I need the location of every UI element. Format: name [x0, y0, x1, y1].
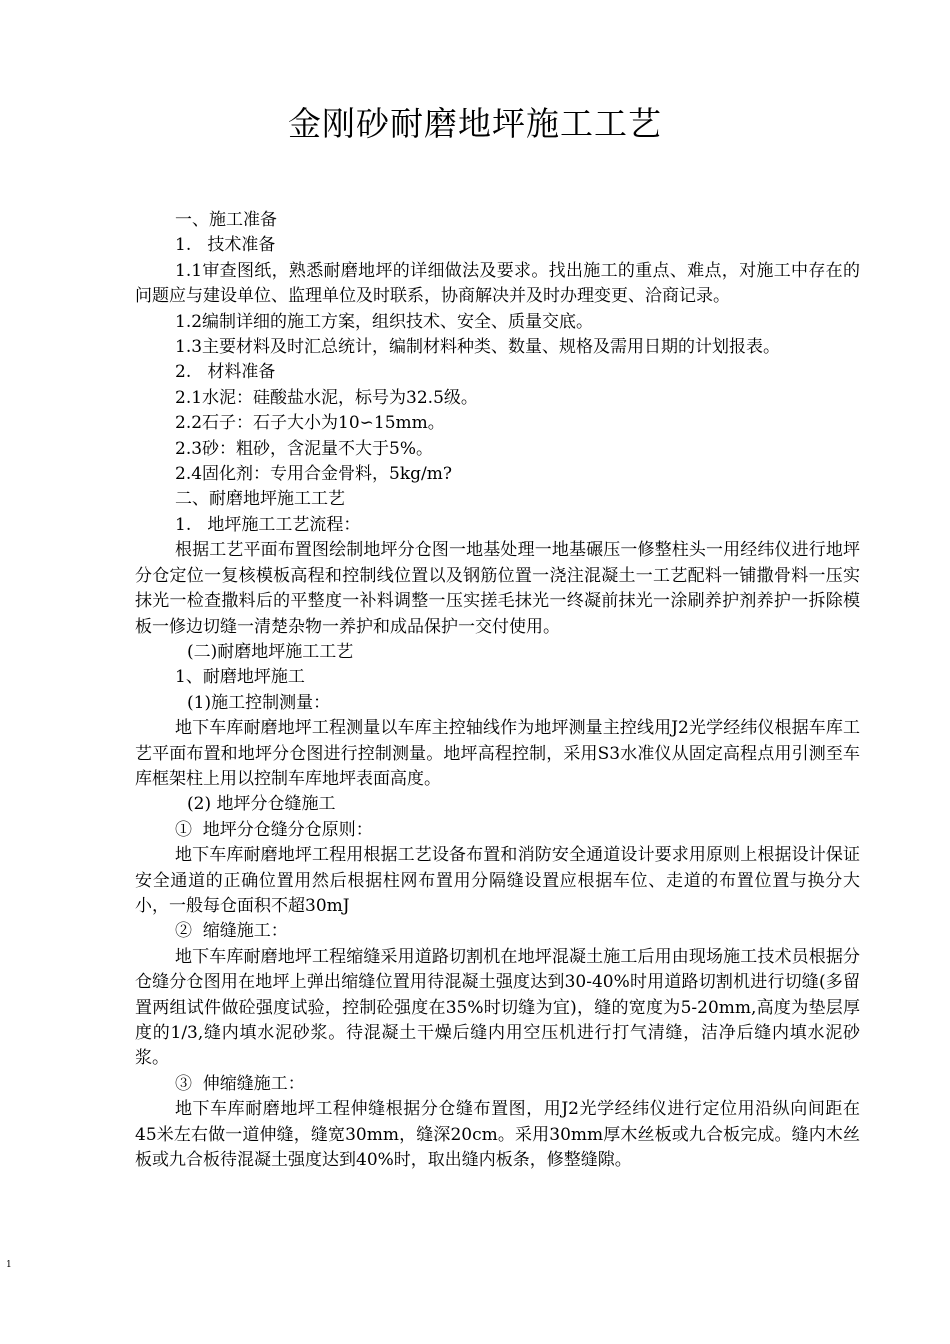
subsection-heading: 1. 地坪施工工艺流程：	[175, 514, 361, 535]
paragraph: 地下车库耐磨地坪工程测量以车库主控轴线作为地坪测量主控线用J2光学经纬仪根据车库工艺平面布置和地坪分仓图进行控制测量。地坪高程控制，采用S3水准仪从固定高程点用引测至车库框架柱上用以控制车库地坪表面高度。	[135, 718, 860, 789]
paragraph: 1.3主要材料及时汇总统计，编制材料种类、数量、规格及需用日期的计划报表。	[175, 337, 781, 358]
paragraph: 2.1水泥：硅酸盐水泥，标号为32.5级。	[175, 387, 478, 408]
page-title: 金刚砂耐磨地坪施工工艺	[288, 104, 662, 143]
paragraph: 地下车库耐磨地坪工程用根据工艺设备布置和消防安全通道设计要求用原则上根据设计保证安全通道的正确位置用然后根据柱网布置用分隔缝设置应根据车位、走道的布置位置与换分大小，一般每仓面积不超30mJ	[135, 845, 860, 916]
subsection-heading: ② 缩缝施工：	[175, 921, 288, 942]
paragraph: 地下车库耐磨地坪工程缩缝采用道路切割机在地坪混凝土施工后用由现场施工技术员根据分仓缝分仓图用在地坪上弹出缩缝位置用待混凝土强度达到30-40%时用道路切割机进行切缝(多留置两组试件做砼强度试验，控制砼强度在35%时切缝为宜)，缝的宽度为5-20mm,高度为垫层厚度的1/3,缝内填水泥砂浆。待混凝土干燥后缝内用空压机进行打气清缝，洁净后缝内填水泥砂浆。	[135, 946, 860, 1069]
subsection-heading: ① 地坪分仓缝分仓原则：	[175, 819, 373, 840]
subsection-heading: 1. 技术准备	[175, 235, 276, 256]
paragraph: 地下车库耐磨地坪工程伸缝根据分仓缝布置图，用J2光学经纬仪进行定位用沿纵向间距在45米左右做一道伸缝，缝宽30mm，缝深20cm。采用30mm厚木丝板或九合板完成。缝内木丝板或九合板待混凝土强度达到40%时，取出缝内板条，修整缝隙。	[135, 1099, 860, 1171]
paragraph: 2.2石子：石子大小为10∽15mm。	[175, 413, 445, 434]
document-body	[135, 208, 860, 1173]
paragraph: 2.3砂：粗砂，含泥量不大于5%。	[175, 438, 434, 459]
subsection-heading: 1、耐磨地坪施工	[175, 667, 305, 688]
paragraph: 1.2编制详细的施工方案，组织技术、安全、质量交底。	[175, 311, 594, 332]
subsection-heading: (2) 地坪分仓缝施工	[187, 794, 336, 815]
section-heading: 一、施工准备	[175, 210, 277, 230]
page-number: 1	[6, 1260, 12, 1270]
paragraph: 1.1审查图纸，熟悉耐磨地坪的详细做法及要求。找出施工的重点、难点，对施工中存在的问题应与建设单位、监理单位及时联系，协商解决并及时办理变更、洽商记录。	[135, 260, 860, 307]
paragraph: 根据工艺平面布置图绘制地坪分仓图一地基处理一地基碾压一修整柱头一用经纬仪进行地坪分仓定位一复核模板高程和控制线位置以及钢筋位置一浇注混凝土一工艺配料一铺撒骨料一压实抹光一检查撒料后的平整度一补料调整一压实搓毛抹光一终凝前抹光一涂刷养护剂养护一拆除模板一修边切缝一清楚杂物一养护和成品保护一交付使用。	[135, 540, 860, 637]
subsection-heading: (二)耐磨地坪施工工艺	[187, 641, 354, 662]
paragraph: 2.4固化剂：专用合金骨料，5kg/m?	[175, 464, 452, 485]
subsection-heading: ③ 伸缩缝施工：	[175, 1073, 305, 1094]
subsection-heading: (1)施工控制测量：	[187, 692, 331, 713]
subsection-heading: 2. 材料准备	[175, 362, 276, 383]
section-heading: 二、耐磨地坪施工工艺	[175, 489, 345, 510]
